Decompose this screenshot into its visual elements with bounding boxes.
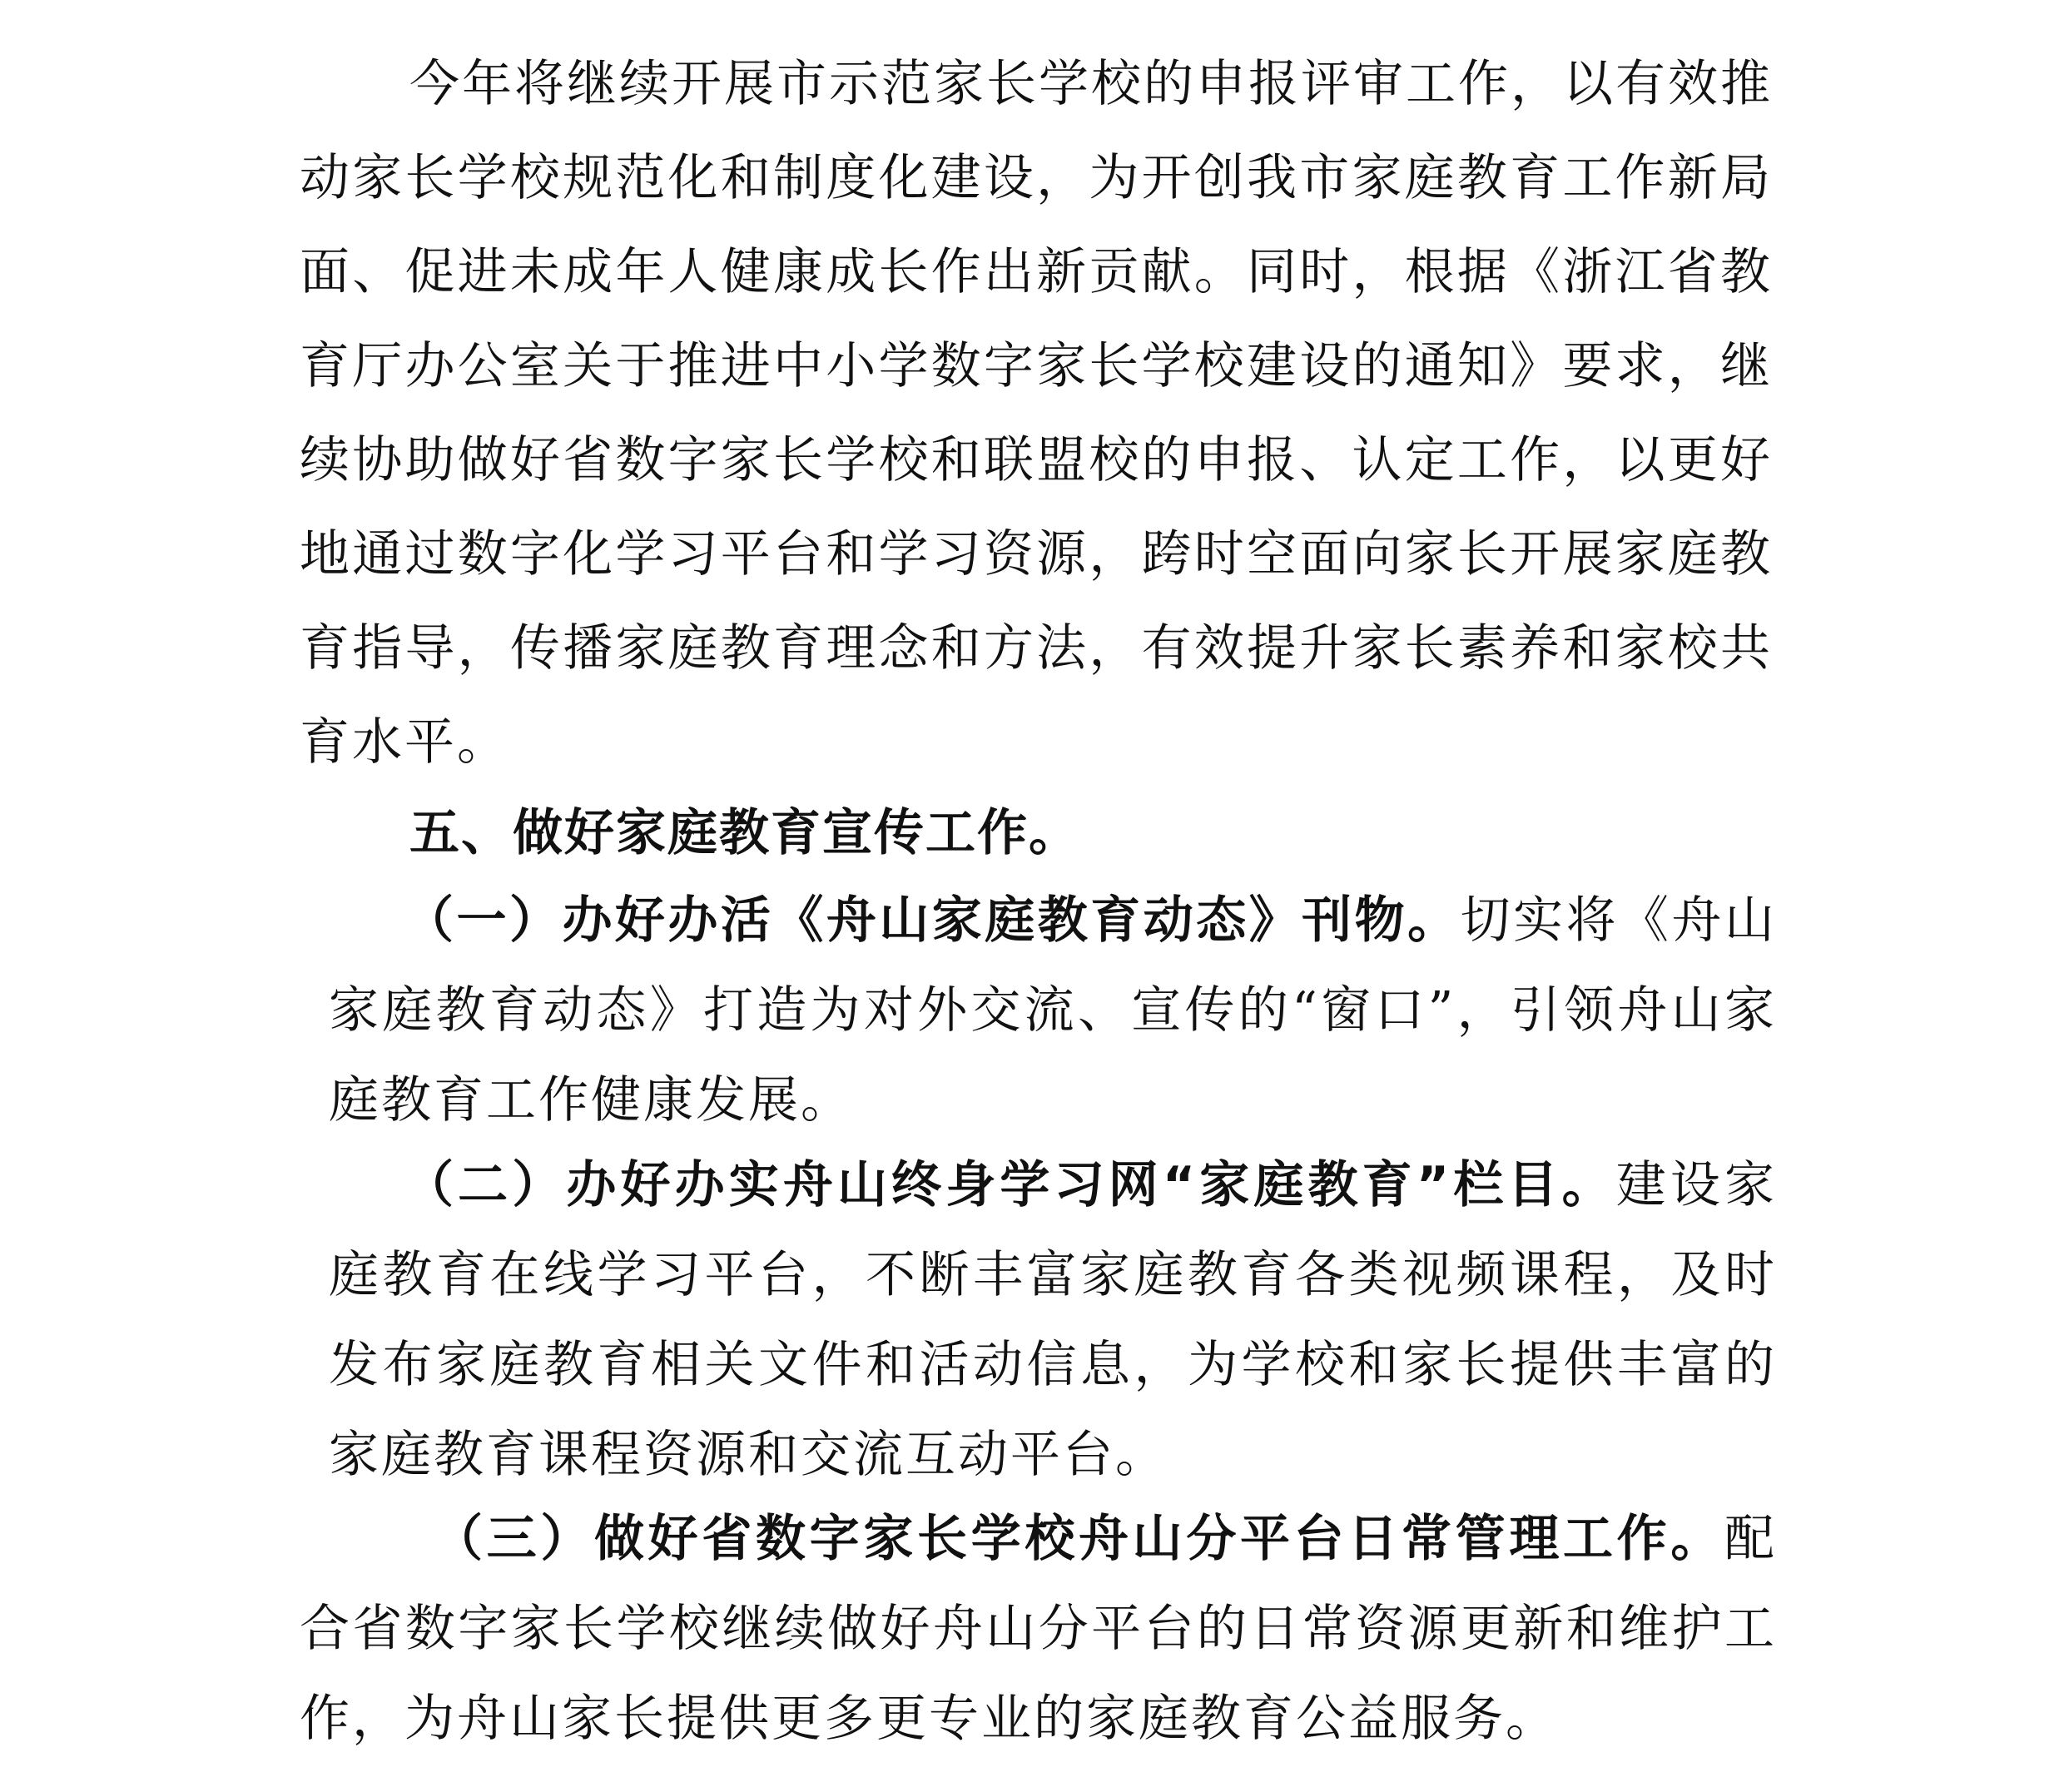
item-three-title: （三）做好省数字家长学校舟山分平台日常管理工作。 [433, 1510, 1724, 1568]
item-two [329, 1140, 1777, 1500]
item-three [300, 1494, 1777, 1764]
item-one-body: 切实将《舟山家庭教育动态》打造为对外交流、宣传的“窗口”，引领舟山家庭教育工作健康发展。 [329, 891, 1778, 1129]
item-three-body: 配合省数字家长学校继续做好舟山分平台的日常资源更新和维护工作，为舟山家长提供更多更专业的家庭教育公益服务。 [300, 1510, 1777, 1748]
item-one [329, 876, 1777, 1145]
body-paragraph: 今年将继续开展市示范家长学校的申报评审工作，以有效推动家长学校规范化和制度化建设，为开创我市家庭教育工作新局面、促进未成年人健康成长作出新贡献。同时，根据《浙江省教育厅办公室关于推进中小学数字家长学校建设的通知》要求，继续协助做好省数字家长学校和联盟校的申报、认定工作，以更好地通过数字化学习平台和学习资源，跨时空面向家长开展家庭教育指导，传播家庭教育理念和方法，有效提升家长素养和家校共育水平。 [300, 55, 1773, 772]
section-heading: 五、做好家庭教育宣传工作。 [409, 804, 1080, 862]
item-one-title: （一）办好办活《舟山家庭教育动态》刊物。 [404, 891, 1461, 950]
item-two-body: 建设家庭教育在线学习平台，不断丰富家庭教育各类视频课程，及时发布家庭教育相关文件和活动信息，为学校和家长提供丰富的家庭教育课程资源和交流互动平台。 [329, 1156, 1777, 1484]
item-two-title: （二）办好办实舟山终身学习网“家庭教育”栏目。 [404, 1156, 1616, 1214]
